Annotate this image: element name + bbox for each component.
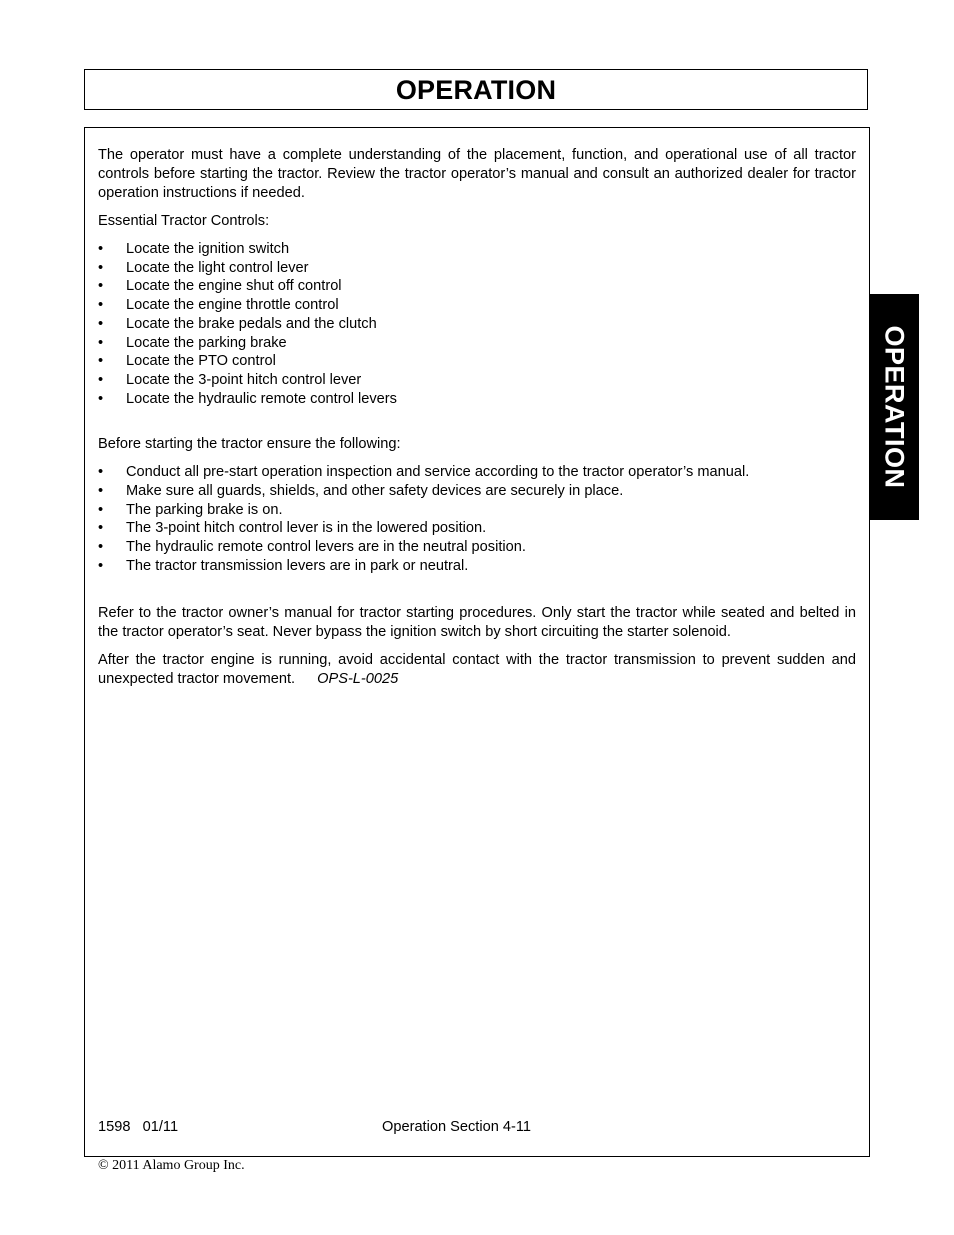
footer-page-number: Operation Section 4-11 xyxy=(382,1119,532,1135)
bullet-icon: • xyxy=(98,371,104,388)
list-item xyxy=(98,240,856,259)
starting-procedure-paragraph: Refer to the tractor owner’s manual for tractor starting procedures. Only start the tractor while seated and belted in the tractor operator’s seat. Never bypass the ignition switch by short circuiting the starter solenoid. xyxy=(98,604,856,640)
list-item xyxy=(98,519,856,538)
bullet-icon: • xyxy=(98,334,104,351)
controls-heading: Essential Tractor Controls: xyxy=(98,213,270,229)
list-item xyxy=(98,463,856,482)
bullet-icon: • xyxy=(98,315,104,332)
before-starting-heading: Before starting the tractor ensure the following: xyxy=(98,436,401,453)
bullet-icon: • xyxy=(98,539,104,556)
list-item-text: The hydraulic remote control levers are in the neutral position. xyxy=(126,539,526,556)
bullet-icon: • xyxy=(98,259,104,276)
list-item-text: Locate the hydraulic remote control levers xyxy=(126,390,397,407)
list-item xyxy=(98,482,856,501)
footer-model-date: 1598 01/11 xyxy=(98,1119,179,1135)
bullet-icon: • xyxy=(98,297,104,314)
list-item-text: Locate the brake pedals and the clutch xyxy=(126,315,377,332)
list-item-text: Locate the light control lever xyxy=(126,259,309,276)
copyright-notice: © 2011 Alamo Group Inc. xyxy=(98,1158,245,1173)
content-frame xyxy=(84,127,870,1157)
after-start-paragraph xyxy=(98,651,856,689)
bullet-icon: • xyxy=(98,483,104,500)
list-item-text: The 3-point hitch control lever is in the lowered position. xyxy=(126,520,487,537)
list-item-text: Locate the engine throttle control xyxy=(126,297,339,314)
page-header xyxy=(84,69,868,110)
after-start-text: After the tractor engine is running, avoid accidental contact with the tractor transmission to prevent sudden and unexpected tractor movement. xyxy=(98,651,856,687)
section-side-tab xyxy=(869,294,919,520)
bullet-icon: • xyxy=(98,390,104,407)
bullet-icon: • xyxy=(98,501,104,518)
list-item xyxy=(98,296,856,315)
list-item-text: Locate the parking brake xyxy=(126,334,287,351)
list-item xyxy=(98,371,856,390)
list-item xyxy=(98,390,856,409)
list-item xyxy=(98,315,856,334)
list-item-text: Locate the PTO control xyxy=(126,353,276,370)
list-item xyxy=(98,259,856,278)
list-item-text: Make sure all guards, shields, and other safety devices are securely in place. xyxy=(126,483,624,500)
checks-list xyxy=(98,463,856,575)
bullet-icon: • xyxy=(98,353,104,370)
list-item xyxy=(98,352,856,371)
intro-paragraph: The operator must have a complete understanding of the placement, function, and operational use of all tractor controls before starting the tractor. Review the tractor operator’s manual and consult an authorized dealer for tractor operation instructions if needed. xyxy=(98,147,856,201)
bullet-icon: • xyxy=(98,464,104,481)
list-item-text: The tractor transmission levers are in park or neutral. xyxy=(126,557,469,574)
list-item-text: Locate the 3-point hitch control lever xyxy=(126,371,362,388)
bullet-icon: • xyxy=(98,520,104,537)
side-tab-label: OPERATION xyxy=(879,325,910,489)
controls-list xyxy=(98,240,856,408)
bullet-icon: • xyxy=(98,557,104,574)
list-item-text: Locate the engine shut off control xyxy=(126,278,342,295)
bullet-icon: • xyxy=(98,241,104,257)
list-item xyxy=(98,277,856,296)
bullet-icon: • xyxy=(98,278,104,295)
reference-code: OPS-L-0025 xyxy=(317,670,399,687)
list-item xyxy=(98,557,856,576)
list-item-text: Locate the ignition switch xyxy=(126,241,290,257)
content-body xyxy=(98,146,856,689)
list-item-text: Conduct all pre-start operation inspection and service according to the tractor operator’s manual. xyxy=(126,464,750,481)
list-item-text: The parking brake is on. xyxy=(126,501,283,518)
list-item xyxy=(98,501,856,520)
page-title: OPERATION xyxy=(395,75,557,105)
list-item xyxy=(98,538,856,557)
list-item xyxy=(98,334,856,353)
